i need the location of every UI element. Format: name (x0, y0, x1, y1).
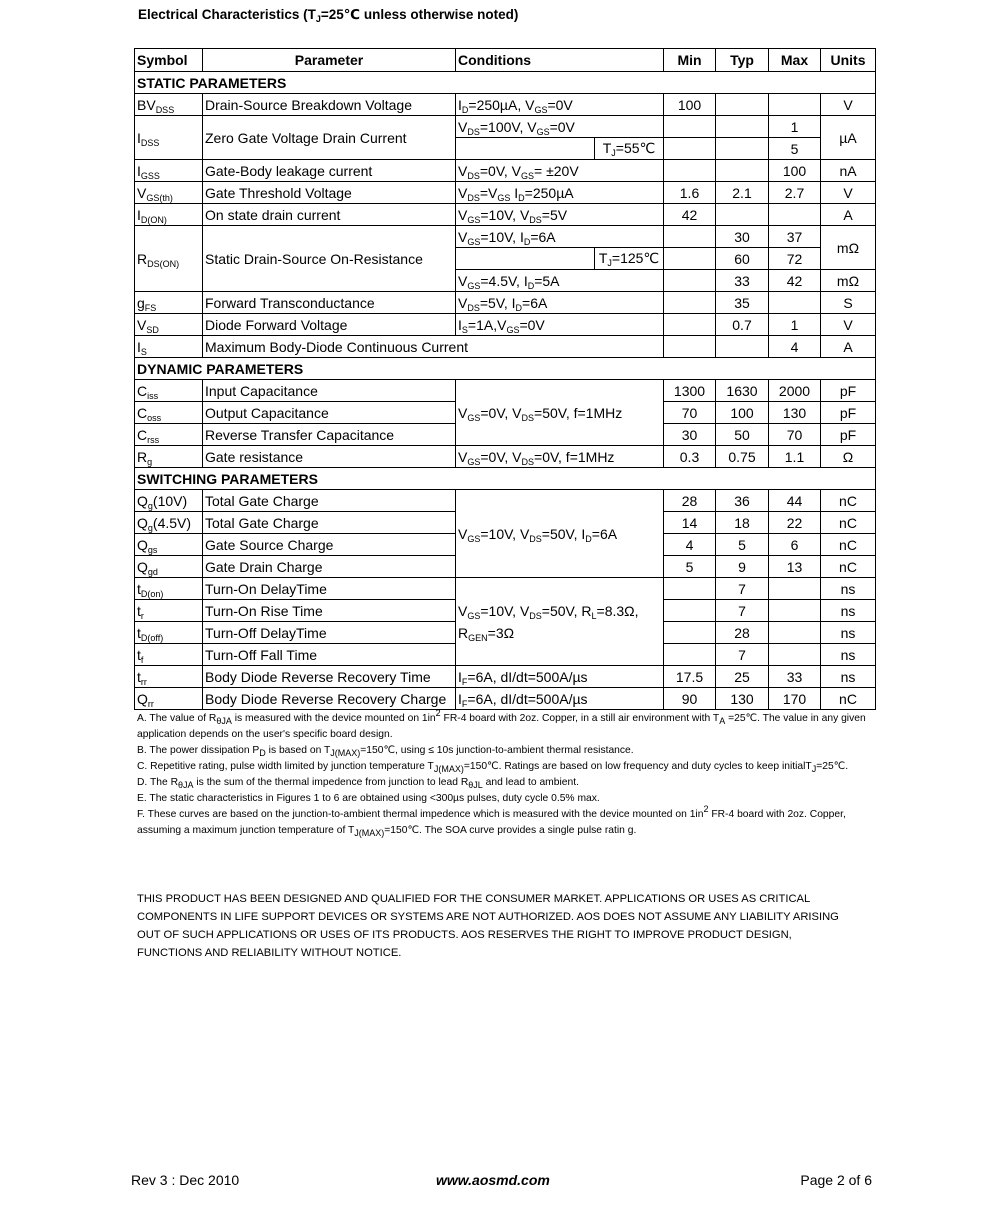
max-cell (769, 644, 821, 666)
units-cell: V (821, 314, 876, 336)
table-row (135, 380, 876, 402)
table-row (135, 336, 876, 358)
table-row (135, 182, 876, 204)
min-cell (664, 116, 716, 138)
page-title: Electrical Characteristics ($T_J=25℃$ unless otherwise noted) (138, 7, 519, 24)
symbol-cell: $V_{SD}$ (135, 314, 203, 336)
typ-cell: 7 (716, 578, 769, 600)
parameter-cell: Input Capacitance (203, 380, 456, 402)
max-cell (769, 578, 821, 600)
condition-cell: $I_D=250\mu A$, $V_{GS}=0V$ (456, 94, 664, 116)
parameter-cell: Turn-Off Fall Time (203, 644, 456, 666)
header-units: Units (821, 49, 876, 72)
parameter-cell: Turn-Off DelayTime (203, 622, 456, 644)
disclaimer: THIS PRODUCT HAS BEEN DESIGNED AND QUALIFIED FOR THE CONSUMER MARKET. APPLICATIONS OR USES AS CRITICAL COMPONENTS IN LIFE SUPPORT DEVICES OR SYSTEMS ARE NOT AUTHORIZED. AOS DOES NOT ASSUME ANY LIABILITY ARISING OUT OF SUCH APPLICATIONS OR USES OF ITS PRODUCTS. AOS RESERVES THE RIGHT TO IMPROVE PRODUCT DESIGN, FUNCTIONS AND RELIABILITY WITHOUT NOTICE. (137, 893, 839, 959)
min-cell (664, 336, 716, 358)
symbol-cell: $I_{DSS}$ (135, 116, 203, 160)
max-cell (769, 600, 821, 622)
switch-condition-line1: $V_{GS}=10V$, $V_{DS}=50V$, $R_L=8.3\Omega$, (458, 602, 639, 621)
units-cell: A (821, 204, 876, 226)
min-cell: 5 (664, 556, 716, 578)
symbol-cell: $t_{D(off)}$ (135, 622, 203, 644)
units-cell: ns (821, 600, 876, 622)
parameter-cell: Total Gate Charge (203, 512, 456, 534)
units-cell: Ω (821, 446, 876, 468)
condition-cell: $V_{GS}=4.5V$, $I_D=5A$ (456, 270, 664, 292)
typ-cell: 30 (716, 226, 769, 248)
min-cell: 0.3 (664, 446, 716, 468)
min-cell: 1300 (664, 380, 716, 402)
symbol-cell: $I_{GSS}$ (135, 160, 203, 182)
symbol-cell: $t_f$ (135, 644, 203, 666)
electrical-characteristics-table (134, 48, 876, 710)
symbol-cell: $R_g$ (135, 446, 203, 468)
max-cell: 42 (769, 270, 821, 292)
footnote-c: C. Repetitive rating, pulse width limited by junction temperature $T_{J(MAX)}=150℃$. Ratings are based on low frequency and duty cycles to keep initialT$_J$=25℃. (137, 761, 849, 774)
units-cell: ns (821, 666, 876, 688)
tj-condition: $T_J=55℃$ (594, 138, 663, 159)
parameter-cell: Output Capacitance (203, 402, 456, 424)
units-cell: pF (821, 402, 876, 424)
max-cell: 2000 (769, 380, 821, 402)
max-cell (769, 622, 821, 644)
symbol-cell: $I_S$ (135, 336, 203, 358)
symbol-cell: $Q_{gd}$ (135, 556, 203, 578)
units-cell: pF (821, 424, 876, 446)
header-max: Max (769, 49, 821, 72)
min-cell: 30 (664, 424, 716, 446)
min-cell: 4 (664, 534, 716, 556)
min-cell (664, 292, 716, 314)
units-cell: V (821, 94, 876, 116)
units-cell: µA (821, 116, 876, 160)
condition-cell: $V_{DS}=5V$, $I_D=6A$ (456, 292, 664, 314)
condition-cell: $V_{GS}=10V$, $V_{DS}=50V$, $I_D=6A$ (456, 490, 664, 578)
min-cell (664, 226, 716, 248)
symbol-cell: $V_{GS(th)}$ (135, 182, 203, 204)
condition-cell: $V_{GS}=0V$, $V_{DS}=50V$, f=1MHz (456, 380, 664, 446)
typ-cell (716, 94, 769, 116)
condition-cell: $V_{DS}=0V$, $V_{GS}= \pm 20V$ (456, 160, 664, 182)
symbol-cell: $t_r$ (135, 600, 203, 622)
typ-cell: 28 (716, 622, 769, 644)
table-row (135, 578, 876, 600)
symbol-cell: $C_{iss}$ (135, 380, 203, 402)
typ-cell: 25 (716, 666, 769, 688)
symbol-cell: $C_{oss}$ (135, 402, 203, 424)
symbol-cell: $Q_{gs}$ (135, 534, 203, 556)
units-cell: mΩ (821, 270, 876, 292)
parameter-cell: Drain-Source Breakdown Voltage (203, 94, 456, 116)
header-parameter: Parameter (203, 49, 456, 72)
max-cell: 1 (769, 116, 821, 138)
units-cell: nA (821, 160, 876, 182)
parameter-cell: Turn-On Rise Time (203, 600, 456, 622)
condition-cell: $V_{DS}=V_{GS}$ $I_D=250\mu A$ (456, 182, 664, 204)
footer-website: www.aosmd.com (436, 1172, 550, 1188)
parameter-cell: Total Gate Charge (203, 490, 456, 512)
typ-cell: 9 (716, 556, 769, 578)
table-row (135, 116, 876, 138)
max-cell: 6 (769, 534, 821, 556)
units-cell: nC (821, 512, 876, 534)
min-cell (664, 644, 716, 666)
parameter-cell: Body Diode Reverse Recovery Time (203, 666, 456, 688)
parameter-cell: Maximum Body-Diode Continuous Current (203, 336, 664, 358)
max-cell: 37 (769, 226, 821, 248)
section-switching: SWITCHING PARAMETERS (135, 468, 876, 490)
footnote-f: F. These curves are based on the junction-to-ambient thermal impedence which is measured with the device mounted on $1in^2$ FR-4 board with 2oz. Copper, assuming a maximum junction temperature of $T_{J(MAX)}=150℃$. The SOA curve provides a single pulse ratin g. (137, 804, 846, 838)
min-cell (664, 622, 716, 644)
min-cell (664, 248, 716, 270)
min-cell: 100 (664, 94, 716, 116)
symbol-cell: $Q_g(4.5V)$ (135, 512, 203, 534)
footnote-b: B. The power dissipation $P_D$ is based on $T_{J(MAX)}=150℃$, using ≤ 10s junction-to-ambient thermal resistance. (137, 745, 634, 758)
parameter-cell: Gate Drain Charge (203, 556, 456, 578)
typ-cell: 0.7 (716, 314, 769, 336)
max-cell: 22 (769, 512, 821, 534)
max-cell: 5 (769, 138, 821, 160)
footer-revision: Rev 3 : Dec 2010 (131, 1172, 240, 1188)
typ-cell (716, 336, 769, 358)
condition-cell: $I_S=1A,V_{GS}=0V$ (456, 314, 664, 336)
condition-cell: $V_{GS}=0V$, $V_{DS}=0V$, f=1MHz (456, 446, 664, 468)
min-cell: 90 (664, 688, 716, 710)
min-cell (664, 314, 716, 336)
max-cell: 44 (769, 490, 821, 512)
max-cell: 13 (769, 556, 821, 578)
typ-cell: 50 (716, 424, 769, 446)
condition-cell (456, 248, 664, 270)
symbol-cell: $R_{DS(ON)}$ (135, 226, 203, 292)
symbol-cell: $t_{rr}$ (135, 666, 203, 688)
max-cell: 2.7 (769, 182, 821, 204)
footer-page-number: Page 2 of 6 (800, 1172, 872, 1188)
units-cell: A (821, 336, 876, 358)
condition-cell: $I_F=6A$, dI/dt=500A/µs (456, 666, 664, 688)
min-cell (664, 578, 716, 600)
header-typ: Typ (716, 49, 769, 72)
switch-condition-line2: $R_{GEN}=3\Omega$ (458, 624, 515, 643)
typ-cell: 36 (716, 490, 769, 512)
parameter-cell: Turn-On DelayTime (203, 578, 456, 600)
table-row (135, 490, 876, 512)
symbol-cell: $C_{rss}$ (135, 424, 203, 446)
typ-cell: 18 (716, 512, 769, 534)
condition-cell: $V_{GS}=10V$, $I_D=6A$ (456, 226, 664, 248)
parameter-cell: Gate Source Charge (203, 534, 456, 556)
max-cell: 72 (769, 248, 821, 270)
parameter-cell: Zero Gate Voltage Drain Current (203, 116, 456, 160)
symbol-cell: $Q_g(10V)$ (135, 490, 203, 512)
section-dynamic: DYNAMIC PARAMETERS (135, 358, 876, 380)
parameter-cell: Reverse Transfer Capacitance (203, 424, 456, 446)
typ-cell: 0.75 (716, 446, 769, 468)
footnote-e: E. The static characteristics in Figures 1 to 6 are obtained using <300µs pulses, duty cycle 0.5% max. (137, 793, 600, 804)
parameter-cell: Body Diode Reverse Recovery Charge (203, 688, 456, 710)
parameter-cell: Gate resistance (203, 446, 456, 468)
typ-cell (716, 160, 769, 182)
units-cell: nC (821, 490, 876, 512)
symbol-cell: $BV_{DSS}$ (135, 94, 203, 116)
min-cell (664, 600, 716, 622)
footnote-a: A. The value of $R_{\theta JA}$ is measured with the device mounted on $1in^2$ FR-4 board with 2oz. Copper, in a still air environment with $T_A$ =25℃. The value in any given application depends on the user's specific board design. (137, 708, 866, 740)
max-cell: 1 (769, 314, 821, 336)
typ-cell: 100 (716, 402, 769, 424)
table-row (135, 688, 876, 710)
max-cell: 100 (769, 160, 821, 182)
max-cell: 4 (769, 336, 821, 358)
header-symbol: Symbol (135, 49, 203, 72)
max-cell (769, 292, 821, 314)
table-row (135, 226, 876, 248)
units-cell: ns (821, 622, 876, 644)
typ-cell: 5 (716, 534, 769, 556)
max-cell: 170 (769, 688, 821, 710)
typ-cell (716, 116, 769, 138)
units-cell: S (821, 292, 876, 314)
units-cell: ns (821, 578, 876, 600)
symbol-cell: $I_{D(ON)}$ (135, 204, 203, 226)
parameter-cell: Diode Forward Voltage (203, 314, 456, 336)
footnotes (137, 708, 877, 839)
min-cell (664, 138, 716, 160)
symbol-cell: $Q_{rr}$ (135, 688, 203, 710)
header-min: Min (664, 49, 716, 72)
typ-cell (716, 204, 769, 226)
min-cell: 17.5 (664, 666, 716, 688)
max-cell: 1.1 (769, 446, 821, 468)
typ-cell: 1630 (716, 380, 769, 402)
table-row (135, 292, 876, 314)
parameter-cell: Gate-Body leakage current (203, 160, 456, 182)
units-cell: nC (821, 556, 876, 578)
max-cell (769, 94, 821, 116)
parameter-cell: Forward Transconductance (203, 292, 456, 314)
max-cell: 130 (769, 402, 821, 424)
symbol-cell: $t_{D(on)}$ (135, 578, 203, 600)
condition-cell: $I_F=6A$, dI/dt=500A/µs (456, 688, 664, 710)
condition-cell: $V_{GS}=10V$, $V_{DS}=5V$ (456, 204, 664, 226)
table-row (135, 314, 876, 336)
typ-cell (716, 138, 769, 160)
typ-cell: 7 (716, 644, 769, 666)
header-conditions: Conditions (456, 49, 664, 72)
min-cell: 1.6 (664, 182, 716, 204)
table-row (135, 160, 876, 182)
max-cell: 33 (769, 666, 821, 688)
symbol-cell: $g_{FS}$ (135, 292, 203, 314)
table-header-row (135, 49, 876, 72)
typ-cell: 7 (716, 600, 769, 622)
units-cell: nC (821, 534, 876, 556)
min-cell (664, 160, 716, 182)
units-cell: pF (821, 380, 876, 402)
typ-cell: 60 (716, 248, 769, 270)
condition-cell (456, 578, 664, 666)
units-cell: V (821, 182, 876, 204)
min-cell: 14 (664, 512, 716, 534)
footnote-d: D. The $R_{\theta JA}$ is the sum of the thermal impedence from junction to lead $R_{\theta JL}$ and lead to ambient. (137, 777, 579, 790)
min-cell: 42 (664, 204, 716, 226)
section-static: STATIC PARAMETERS (135, 72, 876, 94)
condition-cell: $V_{DS}=100V$, $V_{GS}=0V$ (456, 116, 664, 138)
parameter-cell: On state drain current (203, 204, 456, 226)
typ-cell: 33 (716, 270, 769, 292)
table-row (135, 204, 876, 226)
max-cell (769, 204, 821, 226)
typ-cell: 130 (716, 688, 769, 710)
min-cell: 28 (664, 490, 716, 512)
typ-cell: 2.1 (716, 182, 769, 204)
parameter-cell: Gate Threshold Voltage (203, 182, 456, 204)
tj-condition: $T_J=125℃$ (594, 248, 663, 269)
max-cell: 70 (769, 424, 821, 446)
units-cell: ns (821, 644, 876, 666)
min-cell: 70 (664, 402, 716, 424)
units-cell: mΩ (821, 226, 876, 270)
table-row (135, 666, 876, 688)
table-row (135, 94, 876, 116)
parameter-cell: Static Drain-Source On-Resistance (203, 226, 456, 292)
units-cell: nC (821, 688, 876, 710)
min-cell (664, 270, 716, 292)
table-row (135, 446, 876, 468)
condition-cell (456, 138, 664, 160)
typ-cell: 35 (716, 292, 769, 314)
